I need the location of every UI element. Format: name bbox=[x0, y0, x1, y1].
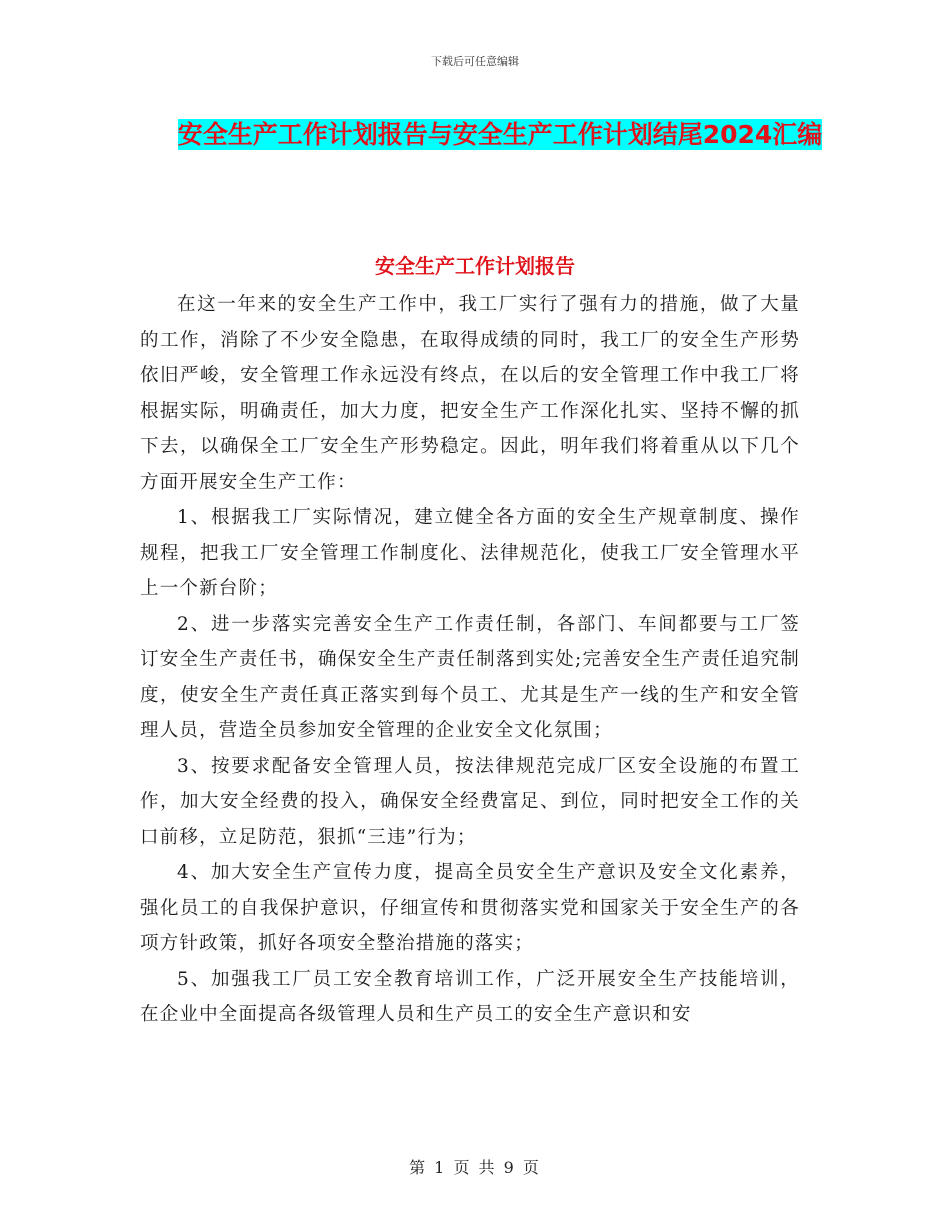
paragraph-item-3: 3、按要求配备安全管理人员，按法律规范完成厂区安全设施的布置工作，加大安全经费的投入，确保安全经费富足、到位，同时把安全工作的关口前移，立足防范，狠抓“三违”行为； bbox=[140, 755, 800, 848]
page-number: 第 1 页 共 9 页 bbox=[409, 1158, 541, 1177]
paragraph-item-5: 5、加强我工厂员工安全教育培训工作，广泛开展安全生产技能培训，在企业中全面提高各级管理人员和生产员工的安全生产意识和安 bbox=[140, 968, 800, 1025]
section-title: 安全生产工作计划报告 bbox=[375, 254, 575, 278]
page-header-note: 下载后可任意编辑 bbox=[431, 55, 519, 68]
paragraph-item-4: 4、加大安全生产宣传力度，提高全员安全生产意识及安全文化素养，强化员工的自我保护意识，仔细宣传和贯彻落实党和国家关于安全生产的各项方针政策，抓好各项安全整治措施的落实； bbox=[140, 862, 800, 954]
document-body bbox=[140, 287, 800, 1033]
paragraph-item-1: 1、根据我工厂实际情况，建立健全各方面的安全生产规章制度、操作规程，把我工厂安全管理工作制度化、法律规范化，使我工厂安全管理水平上一个新台阶； bbox=[140, 507, 800, 599]
document-title bbox=[150, 112, 850, 158]
paragraph-intro: 在这一年来的安全生产工作中，我工厂实行了强有力的措施，做了大量的工作，消除了不少安全隐患，在取得成绩的同时，我工厂的安全生产形势依旧严峻，安全管理工作永远没有终点，在以后的安全管理工作中我工厂将根据实际，明确责任，加大力度，把安全生产工作深化扎实、坚持不懈的抓下去，以确保全工厂安全生产形势稳定。因此，明年我们将着重从以下几个方面开展安全生产工作： bbox=[140, 294, 800, 493]
document-title-text: 安全生产工作计划报告与安全生产工作计划结尾2024汇编 bbox=[177, 120, 823, 149]
paragraph-item-2: 2、进一步落实完善安全生产工作责任制，各部门、车间都要与工厂签订安全生产责任书，确保安全生产责任制落到实处;完善安全生产责任追究制度，使安全生产责任真正落实到每个员工、尤其是生产一线的生产和安全管理人员，营造全员参加安全管理的企业安全文化氛围； bbox=[140, 613, 800, 741]
